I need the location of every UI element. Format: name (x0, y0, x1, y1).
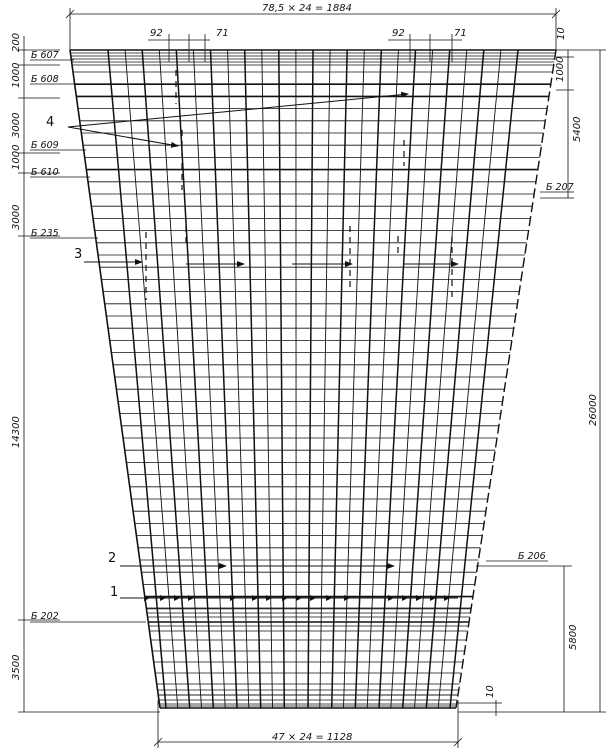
vertical-bar (211, 50, 238, 708)
mark-b607: Б 607 (31, 50, 59, 61)
callout-4: 4 (46, 115, 55, 130)
mark-b610: Б 610 (31, 167, 59, 178)
vertical-bar (438, 50, 501, 708)
vertical-bar (367, 50, 398, 708)
spacing-92-right: 92 (392, 28, 405, 39)
left-dim-3000-b: 3000 (11, 204, 22, 230)
vertical-bar (308, 50, 313, 708)
bottom-width-dimension: 47 × 24 = 1128 (272, 732, 353, 743)
left-dim-3000-a: 3000 (11, 112, 22, 138)
left-dim-200: 200 (11, 32, 22, 52)
mark-b206: Б 206 (518, 551, 546, 562)
vertical-bar (228, 50, 249, 708)
total-height-dimension: 26000 (588, 394, 599, 426)
mark-b608: Б 608 (31, 74, 59, 85)
vertical-bar (108, 50, 166, 708)
spacing-92-left: 92 (150, 28, 163, 39)
spacing-71-left: 71 (216, 28, 229, 39)
callout-2: 2 (108, 551, 117, 566)
callout-1: 1 (110, 585, 119, 600)
reinforcement-grid (70, 50, 556, 708)
vertical-bar (426, 50, 484, 708)
vertical-bar (355, 50, 381, 708)
vertical-bar (450, 50, 518, 708)
spacing-71-right: 71 (454, 28, 467, 39)
right-dim-1000: 1000 (555, 56, 566, 82)
right-dim-5400: 5400 (572, 116, 583, 142)
right-dim-5800: 5800 (568, 624, 579, 650)
right-edge (456, 50, 556, 708)
left-dim-14300: 14300 (11, 416, 22, 448)
mark-b202: Б 202 (31, 611, 59, 622)
vertical-bar (125, 50, 178, 708)
vertical-bar (279, 50, 285, 708)
mark-b207: Б 207 (546, 182, 574, 193)
vertical-bar (344, 50, 365, 708)
top-10-dimension: 10 (556, 27, 567, 40)
vertical-bar (332, 50, 348, 708)
left-dim-1000-b: 1000 (11, 144, 22, 170)
top-width-dimension: 78,5 × 24 = 1884 (262, 3, 352, 14)
callout-3: 3 (74, 247, 83, 262)
left-edge (70, 50, 160, 708)
vertical-bar (245, 50, 261, 708)
left-dim-1000-a: 1000 (11, 62, 22, 88)
vertical-bar (415, 50, 467, 708)
mark-b235: Б 235 (31, 228, 59, 239)
vertical-bar (262, 50, 273, 708)
vertical-bar (320, 50, 330, 708)
left-dim-3500: 3500 (11, 654, 22, 680)
mark-b609: Б 609 (31, 140, 59, 151)
bottom-dim-10: 10 (485, 685, 496, 698)
vertical-bar (193, 50, 225, 708)
